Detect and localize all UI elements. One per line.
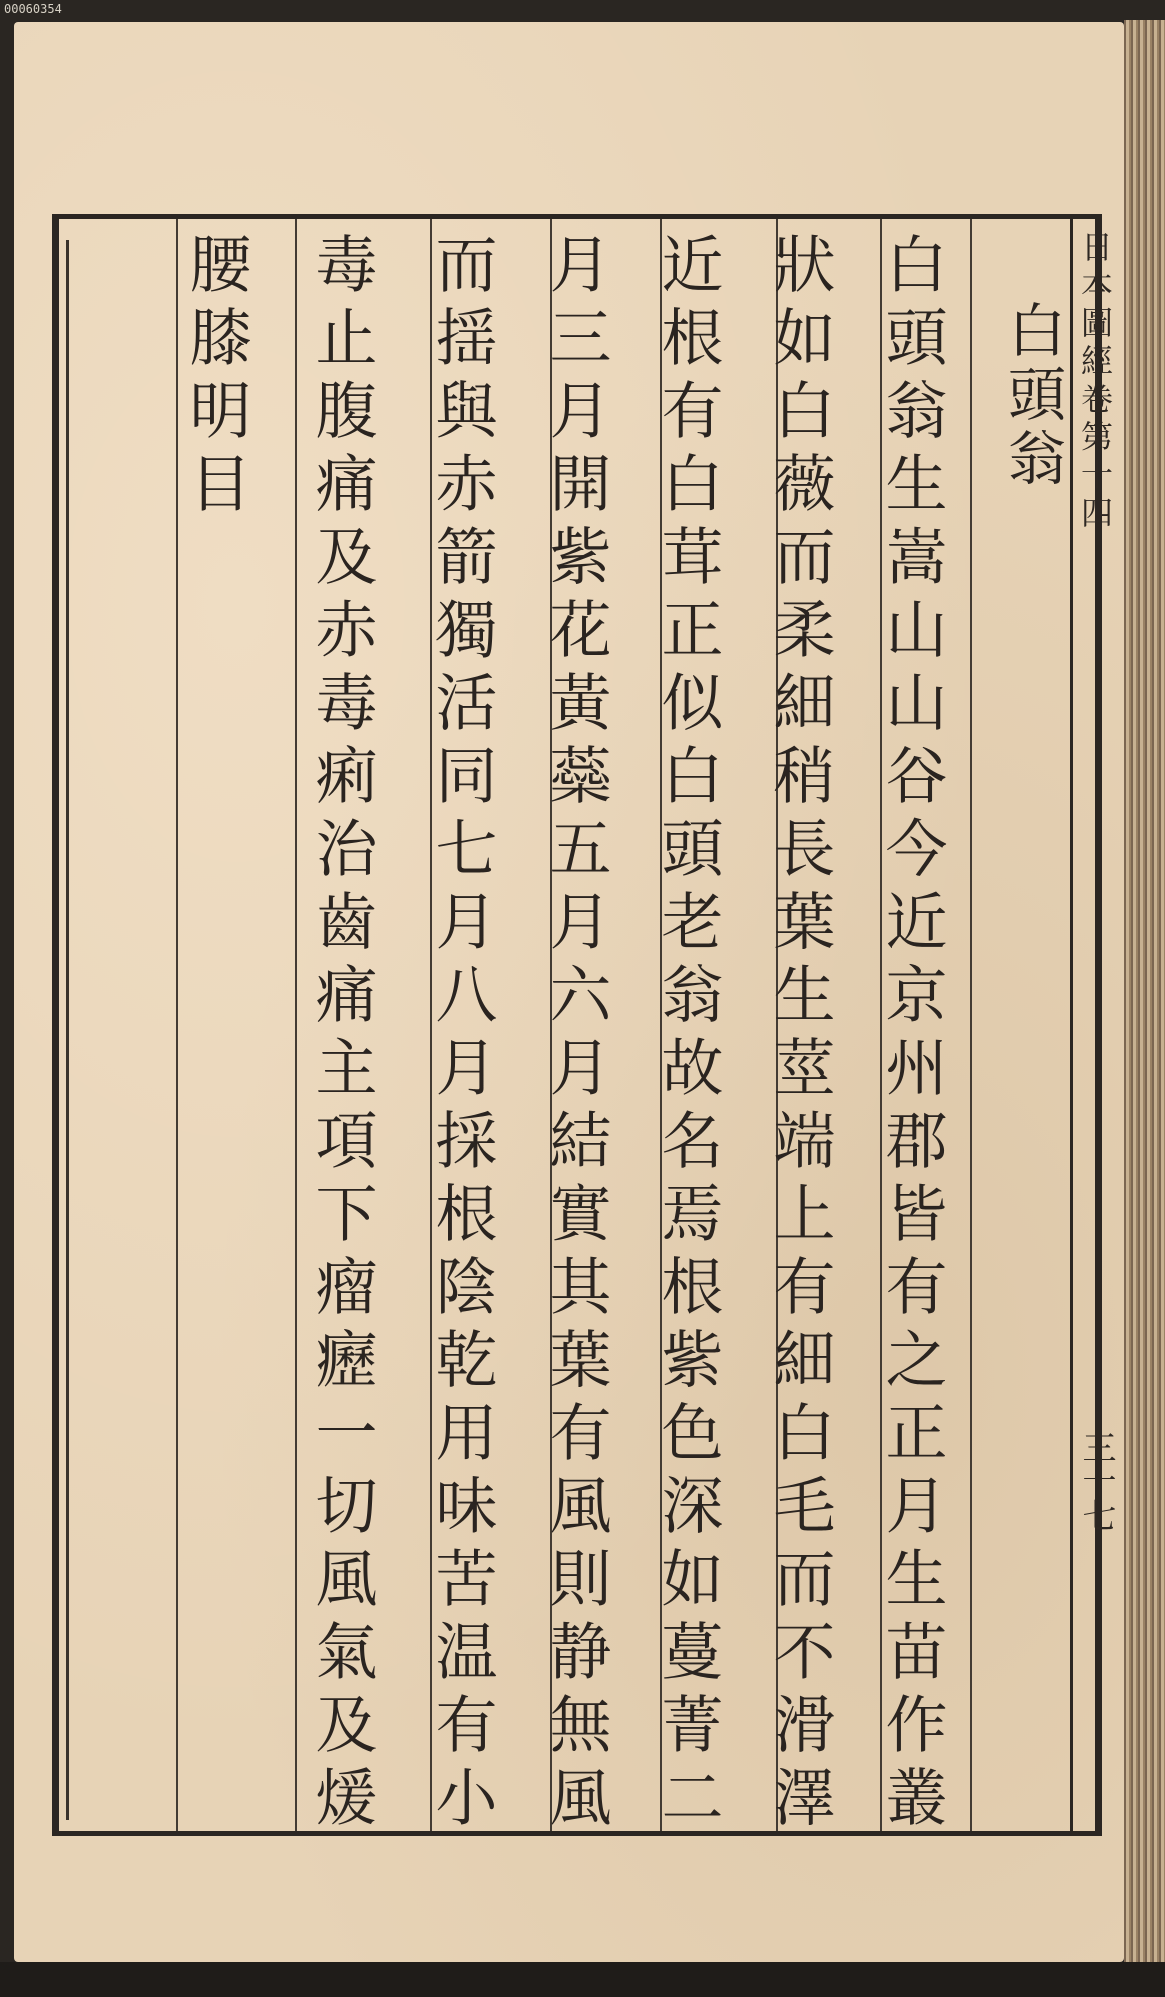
entry-heading: 白頭翁 bbox=[998, 300, 1066, 492]
scan-background bbox=[0, 1962, 1165, 1997]
text-column-2: 狀如白薇而柔細稍長葉生莖端上有細白毛而不滑澤 bbox=[763, 232, 836, 1838]
text-column-6: 毒止腹痛及赤毒痢治齒痛主項下瘤癧一切風氣及煖 bbox=[305, 232, 378, 1838]
text-column-5: 而揺與赤箭獨活同七月八月採根陰乾用味苦温有小 bbox=[425, 232, 498, 1838]
margin-title: 日本圖經卷第十四 bbox=[1076, 230, 1114, 534]
page-edges bbox=[1124, 20, 1165, 1970]
scan-id-label: 00060354 bbox=[4, 2, 62, 16]
column-rule bbox=[176, 219, 178, 1831]
text-column-3: 近根有白茸正似白頭老翁故名焉根紫色深如蔓菁二 bbox=[651, 232, 724, 1838]
folio-number: 三十七 bbox=[1076, 1430, 1116, 1532]
text-column-4: 月三月開紫花黃蘂五月六月結實其葉有風則静無風 bbox=[539, 232, 612, 1838]
column-rule bbox=[295, 219, 297, 1831]
text-column-1: 白頭翁生嵩山山谷今近京州郡皆有之正月生苗作叢 bbox=[875, 232, 948, 1838]
text-column-7: 腰膝明目 bbox=[179, 232, 252, 524]
frame-inner-rule bbox=[66, 240, 69, 1820]
column-rule bbox=[970, 219, 972, 1831]
